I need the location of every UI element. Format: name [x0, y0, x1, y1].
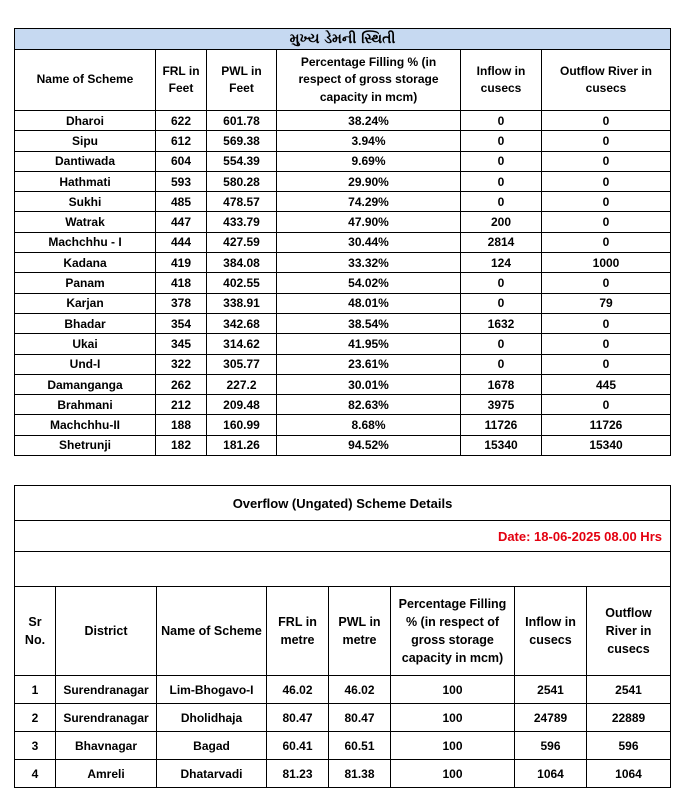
header-name-of-scheme: Name of Scheme: [15, 50, 156, 111]
cell-pwl: 160.99: [207, 415, 277, 435]
cell-name: Shetrunji: [15, 435, 156, 455]
cell-frl: 188: [156, 415, 207, 435]
cell-pct: 33.32%: [277, 253, 461, 273]
cell-pwl: 402.55: [207, 273, 277, 293]
cell-pct: 38.54%: [277, 313, 461, 333]
cell-inflow: 1632: [461, 313, 542, 333]
table-row: [15, 253, 671, 273]
cell-inflow: 3975: [461, 395, 542, 415]
table-row: [15, 171, 671, 191]
cell-outflow: 15340: [542, 435, 671, 455]
cell-inflow: 0: [461, 273, 542, 293]
table-row: [15, 732, 671, 760]
table-row: [15, 415, 671, 435]
cell-name: Sukhi: [15, 192, 156, 212]
dam-table-title: મુખ્ય ડેમની સ્થિતી: [15, 29, 671, 50]
table-row: [15, 151, 671, 171]
cell-name: Dhatarvadi: [157, 760, 267, 788]
table-row: [15, 354, 671, 374]
cell-pct: 48.01%: [277, 293, 461, 313]
cell-pwl: 478.57: [207, 192, 277, 212]
cell-name: Lim-Bhogavo-I: [157, 676, 267, 704]
cell-pct: 3.94%: [277, 131, 461, 151]
header-pwl-feet: PWL in Feet: [207, 50, 277, 111]
table-row: [15, 334, 671, 354]
cell-inflow: 0: [461, 354, 542, 374]
cell-pwl: 384.08: [207, 253, 277, 273]
cell-pwl: 305.77: [207, 354, 277, 374]
cell-district: Surendranagar: [56, 676, 157, 704]
cell-frl: 485: [156, 192, 207, 212]
cell-outflow: 0: [542, 354, 671, 374]
cell-pwl: 433.79: [207, 212, 277, 232]
cell-outflow: 0: [542, 273, 671, 293]
cell-pwl: 81.38: [329, 760, 391, 788]
cell-outflow: 596: [587, 732, 671, 760]
table-row: [15, 192, 671, 212]
cell-pct: 30.01%: [277, 374, 461, 394]
cell-sr: 1: [15, 676, 56, 704]
cell-pct: 100: [391, 704, 515, 732]
cell-name: Damanganga: [15, 374, 156, 394]
cell-outflow: 0: [542, 111, 671, 131]
table-row: [15, 704, 671, 732]
cell-frl: 622: [156, 111, 207, 131]
report-date: Date: 18-06-2025 08.00 Hrs: [15, 521, 671, 552]
header-inflow: Inflow in cusecs: [461, 50, 542, 111]
cell-frl: 444: [156, 232, 207, 252]
table-row: [15, 212, 671, 232]
cell-pwl: 80.47: [329, 704, 391, 732]
table-row: [15, 760, 671, 788]
table-row: [15, 232, 671, 252]
cell-frl: 262: [156, 374, 207, 394]
cell-name: Machchhu-II: [15, 415, 156, 435]
cell-name: Watrak: [15, 212, 156, 232]
cell-outflow: 0: [542, 232, 671, 252]
cell-frl: 447: [156, 212, 207, 232]
header-district: District: [56, 587, 157, 676]
header-name-of-scheme: Name of Scheme: [157, 587, 267, 676]
cell-outflow: 0: [542, 151, 671, 171]
cell-inflow: 15340: [461, 435, 542, 455]
cell-outflow: 0: [542, 131, 671, 151]
cell-pwl: 181.26: [207, 435, 277, 455]
header-percentage-filling: Percentage Filling % (in respect of gross storage capacity in mcm): [277, 50, 461, 111]
cell-frl: 604: [156, 151, 207, 171]
cell-inflow: 24789: [515, 704, 587, 732]
cell-outflow: 79: [542, 293, 671, 313]
cell-pwl: 427.59: [207, 232, 277, 252]
table-row: [15, 374, 671, 394]
cell-frl: 81.23: [267, 760, 329, 788]
cell-sr: 4: [15, 760, 56, 788]
cell-inflow: 0: [461, 131, 542, 151]
cell-frl: 378: [156, 293, 207, 313]
header-sr-no: Sr No.: [15, 587, 56, 676]
cell-frl: 354: [156, 313, 207, 333]
cell-inflow: 596: [515, 732, 587, 760]
cell-outflow: 0: [542, 192, 671, 212]
cell-frl: 345: [156, 334, 207, 354]
cell-inflow: 0: [461, 192, 542, 212]
table-row: [15, 676, 671, 704]
cell-inflow: 0: [461, 151, 542, 171]
cell-inflow: 0: [461, 171, 542, 191]
cell-frl: 80.47: [267, 704, 329, 732]
cell-pct: 38.24%: [277, 111, 461, 131]
overflow-table-title: Overflow (Ungated) Scheme Details: [15, 486, 671, 521]
table-row: [15, 395, 671, 415]
table-row: [15, 111, 671, 131]
cell-frl: 322: [156, 354, 207, 374]
cell-frl: 60.41: [267, 732, 329, 760]
cell-outflow: 11726: [542, 415, 671, 435]
cell-pwl: 209.48: [207, 395, 277, 415]
cell-pct: 9.69%: [277, 151, 461, 171]
cell-pwl: 342.68: [207, 313, 277, 333]
cell-pct: 100: [391, 732, 515, 760]
cell-pwl: 601.78: [207, 111, 277, 131]
cell-inflow: 1678: [461, 374, 542, 394]
cell-sr: 2: [15, 704, 56, 732]
table-row: [15, 131, 671, 151]
cell-name: Panam: [15, 273, 156, 293]
cell-pct: 100: [391, 676, 515, 704]
header-frl-metre: FRL in metre: [267, 587, 329, 676]
cell-pct: 82.63%: [277, 395, 461, 415]
cell-name: Sipu: [15, 131, 156, 151]
overflow-scheme-table: [14, 485, 671, 788]
cell-district: Bhavnagar: [56, 732, 157, 760]
cell-pwl: 569.38: [207, 131, 277, 151]
cell-outflow: 445: [542, 374, 671, 394]
cell-pct: 94.52%: [277, 435, 461, 455]
cell-pwl: 314.62: [207, 334, 277, 354]
cell-pwl: 554.39: [207, 151, 277, 171]
cell-pct: 8.68%: [277, 415, 461, 435]
cell-district: Amreli: [56, 760, 157, 788]
blank-row: [15, 552, 671, 587]
cell-frl: 46.02: [267, 676, 329, 704]
cell-outflow: 2541: [587, 676, 671, 704]
table-row: [15, 293, 671, 313]
cell-frl: 418: [156, 273, 207, 293]
cell-inflow: 0: [461, 293, 542, 313]
cell-outflow: 22889: [587, 704, 671, 732]
cell-outflow: 1000: [542, 253, 671, 273]
cell-inflow: 1064: [515, 760, 587, 788]
header-percentage-filling: Percentage Filling % (in respect of gross storage capacity in mcm): [391, 587, 515, 676]
header-inflow: Inflow in cusecs: [515, 587, 587, 676]
cell-name: Dholidhaja: [157, 704, 267, 732]
cell-name: Und-I: [15, 354, 156, 374]
cell-pct: 74.29%: [277, 192, 461, 212]
cell-name: Karjan: [15, 293, 156, 313]
cell-pct: 100: [391, 760, 515, 788]
table-row: [15, 435, 671, 455]
cell-inflow: 2541: [515, 676, 587, 704]
cell-outflow: 0: [542, 212, 671, 232]
cell-pct: 47.90%: [277, 212, 461, 232]
cell-pwl: 227.2: [207, 374, 277, 394]
cell-pwl: 338.91: [207, 293, 277, 313]
cell-inflow: 124: [461, 253, 542, 273]
cell-pct: 23.61%: [277, 354, 461, 374]
cell-inflow: 11726: [461, 415, 542, 435]
cell-outflow: 0: [542, 313, 671, 333]
dam-status-table: [14, 28, 671, 456]
cell-pwl: 46.02: [329, 676, 391, 704]
cell-name: Dharoi: [15, 111, 156, 131]
cell-outflow: 0: [542, 334, 671, 354]
cell-pct: 54.02%: [277, 273, 461, 293]
cell-name: Ukai: [15, 334, 156, 354]
cell-sr: 3: [15, 732, 56, 760]
cell-name: Bhadar: [15, 313, 156, 333]
cell-pct: 29.90%: [277, 171, 461, 191]
cell-name: Brahmani: [15, 395, 156, 415]
cell-inflow: 200: [461, 212, 542, 232]
cell-frl: 182: [156, 435, 207, 455]
cell-pct: 41.95%: [277, 334, 461, 354]
table-row: [15, 273, 671, 293]
cell-outflow: 0: [542, 395, 671, 415]
cell-name: Bagad: [157, 732, 267, 760]
cell-frl: 419: [156, 253, 207, 273]
cell-outflow: 1064: [587, 760, 671, 788]
cell-frl: 593: [156, 171, 207, 191]
cell-name: Kadana: [15, 253, 156, 273]
cell-pwl: 60.51: [329, 732, 391, 760]
header-outflow: Outflow River in cusecs: [542, 50, 671, 111]
cell-frl: 212: [156, 395, 207, 415]
cell-district: Surendranagar: [56, 704, 157, 732]
cell-name: Machchhu - I: [15, 232, 156, 252]
cell-name: Hathmati: [15, 171, 156, 191]
cell-frl: 612: [156, 131, 207, 151]
header-pwl-metre: PWL in metre: [329, 587, 391, 676]
cell-pct: 30.44%: [277, 232, 461, 252]
cell-pwl: 580.28: [207, 171, 277, 191]
cell-inflow: 0: [461, 334, 542, 354]
header-outflow: Outflow River in cusecs: [587, 587, 671, 676]
cell-outflow: 0: [542, 171, 671, 191]
cell-inflow: 0: [461, 111, 542, 131]
header-frl-feet: FRL in Feet: [156, 50, 207, 111]
table-row: [15, 313, 671, 333]
cell-name: Dantiwada: [15, 151, 156, 171]
cell-inflow: 2814: [461, 232, 542, 252]
